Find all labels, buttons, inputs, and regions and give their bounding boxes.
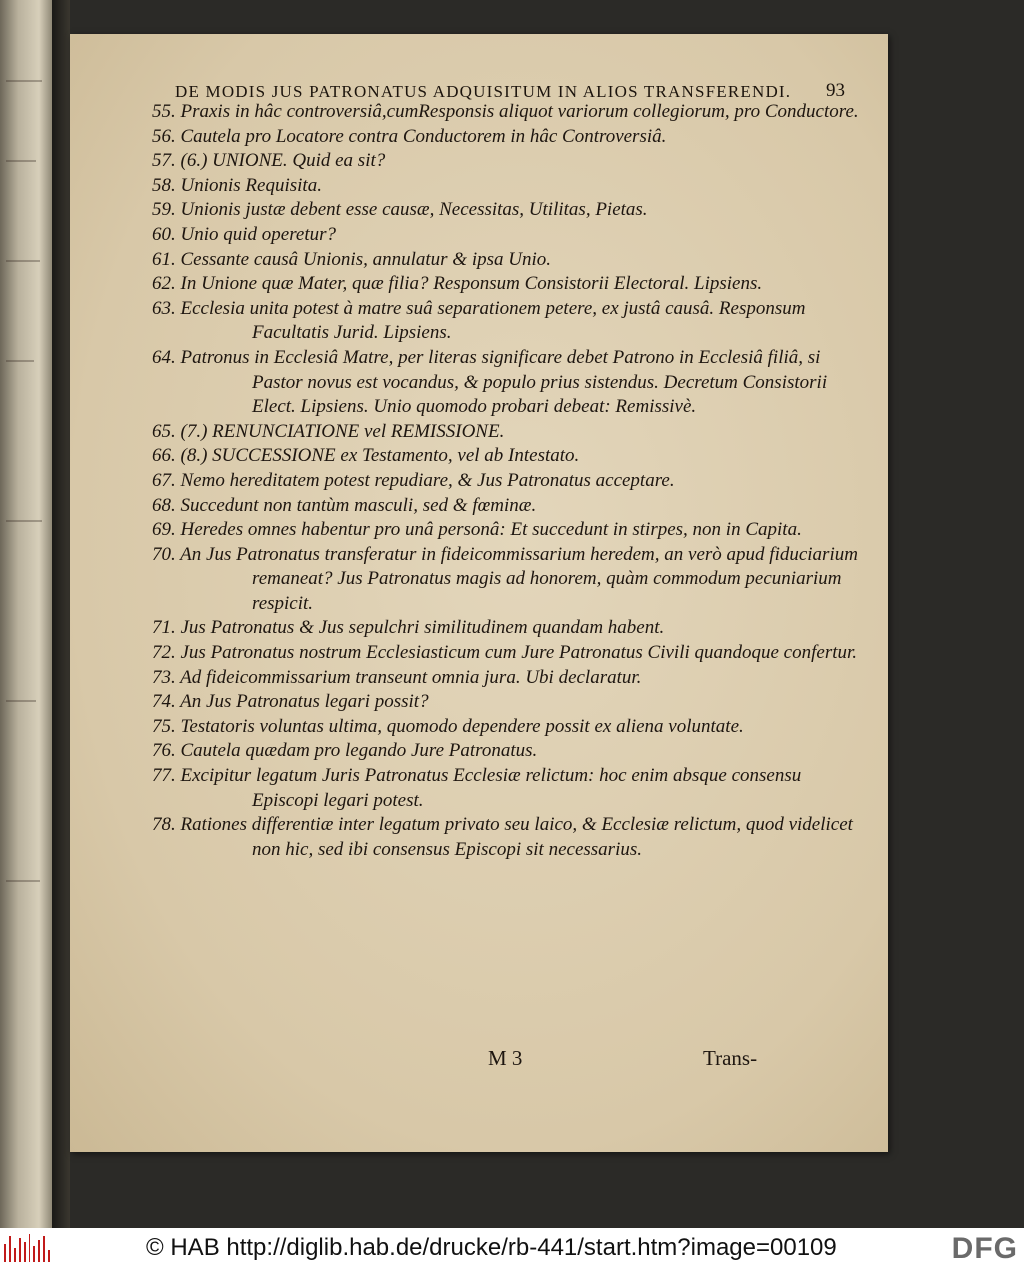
list-item: 75. Testatoris voluntas ultima, quomodo dependere possit ex aliena voluntate. <box>152 715 744 737</box>
list-item: 61. Cessante causâ Unionis, annulatur & ipsa Unio. <box>152 248 552 270</box>
list-item: 66. (8.) SUCCESSIONE ex Testamento, vel ab Intestato. <box>152 445 580 467</box>
running-title: DE MODIS JUS PATRONATUS ADQUISITUM IN ALIOS TRANSFERENDI. <box>175 82 792 101</box>
list-item: 71. Jus Patronatus & Jus sepulchri similitudinem quandam habent. <box>152 617 665 639</box>
list-item: 73. Ad fideicommissarium transeunt omnia jura. Ubi declaratur. <box>152 666 642 688</box>
list-item: 70. An Jus Patronatus transferatur in fideicommissarium heredem, an verò apud fiduciarium remaneat? Jus Patronatus magis ad honorem, quàm commodum pecuniarium respicit. <box>152 543 858 614</box>
list-item: 67. Nemo hereditatem potest repudiare, & Jus Patronatus acceptare. <box>152 469 675 491</box>
viewer-footer <box>0 1228 1024 1268</box>
list-item: 56. Cautela pro Locatore contra Conductorem in hâc Controversiâ. <box>152 125 667 147</box>
summary-list <box>152 100 862 862</box>
list-item: 65. (7.) RENUNCIATIONE vel REMISSIONE. <box>152 420 505 442</box>
list-item: 74. An Jus Patronatus legari possit? <box>152 691 429 713</box>
list-item: 72. Jus Patronatus nostrum Ecclesiasticum cum Jure Patronatus Civili quandoque confertur. <box>152 642 858 664</box>
list-item: 59. Unionis justæ debent esse causæ, Necessitas, Utilitas, Pietas. <box>152 199 648 221</box>
list-item: 69. Heredes omnes habentur pro unâ personâ: Et succedunt in stirpes, non in Capita. <box>152 519 802 541</box>
source-link[interactable]: © HAB http://diglib.hab.de/drucke/rb-441/start.htm?image=00109 <box>146 1234 837 1261</box>
list-item: 62. In Unione quæ Mater, quæ filia? Responsum Consistorii Electoral. Lipsiens. <box>152 273 763 295</box>
binding-edge <box>0 0 52 1228</box>
list-item: 57. (6.) UNIONE. Quid ea sit? <box>152 150 386 172</box>
list-item: 55. Praxis in hâc controversiâ,cumResponsis aliquot variorum collegiorum, pro Conductore. <box>152 101 859 122</box>
list-item: 60. Unio quid operetur? <box>152 223 337 245</box>
page-gutter <box>52 0 70 1228</box>
list-item: 63. Ecclesia unita potest à matre suâ separationem petere, ex justâ causâ. Responsum Facultatis Jurid. Lipsiens. <box>152 297 806 344</box>
list-item: 77. Excipitur legatum Juris Patronatus Ecclesiæ relictum: hoc enim absque consensu Episcopi legari potest. <box>152 765 802 811</box>
list-item: 76. Cautela quædam pro legando Jure Patronatus. <box>152 740 538 762</box>
list-item: 64. Patronus in Ecclesiâ Matre, per literas significare debet Patrono in Ecclesiâ filiâ, si Pastor novus est vocandus, & populo prius sistendus. Decretum Consistorii Elect. Lipsiens. Unio quomodo probari debeat: Remissivè. <box>152 346 828 418</box>
hab-logo-icon <box>4 1234 50 1262</box>
list-item: 68. Succedunt non tantùm masculi, sed & fœminæ. <box>152 494 537 516</box>
dfg-logo: DFG <box>951 1232 1018 1265</box>
list-item: 58. Unionis Requisita. <box>152 174 322 196</box>
catchword: Trans- <box>703 1046 758 1070</box>
signature-mark: M 3 <box>488 1046 523 1070</box>
scanned-page <box>70 34 888 1152</box>
list-item: 78. Rationes differentiæ inter legatum privato seu laico, & Ecclesiæ relictum, quod videlicet non hic, sed ibi consensus Episcopi sit necessarius. <box>152 814 853 860</box>
page-number: 93 <box>826 80 845 101</box>
